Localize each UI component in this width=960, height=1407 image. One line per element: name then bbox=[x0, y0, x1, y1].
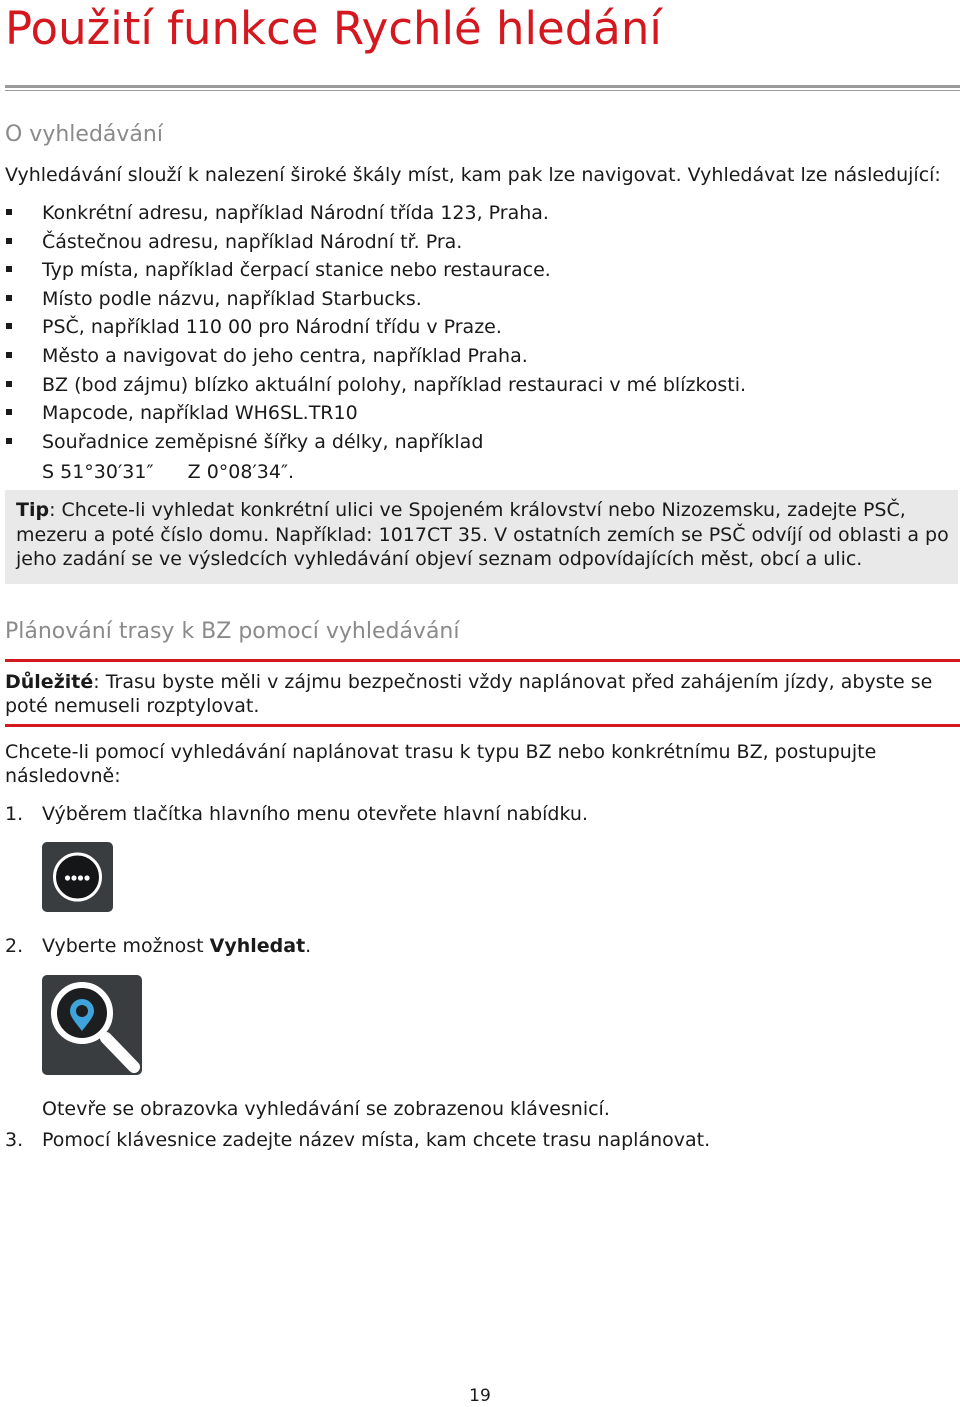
coordinates-example bbox=[42, 460, 294, 484]
important-text: : Trasu byste měli v zájmu bezpečnosti vždy naplánovat před zahájením jízdy, abyste se bbox=[93, 671, 933, 693]
latitude: S 51°30′31″ bbox=[42, 461, 154, 483]
step-result-text: Otevře se obrazovka vyhledávání se zobrazenou klávesnicí. bbox=[42, 1098, 610, 1120]
step-number: 1. bbox=[5, 803, 24, 825]
tip-box bbox=[5, 490, 958, 584]
tip-text: mezeru a poté číslo domu. Například: 1017CT 35. V ostatních zemích se PSČ odvíjí od oblasti a po bbox=[16, 523, 949, 546]
about-intro: Vyhledávání slouží k nalezení široké škály míst, kam pak lze navigovat. Vyhledávat lze následující: bbox=[5, 164, 941, 186]
list-item: Souřadnice zeměpisné šířky a délky, například bbox=[5, 428, 945, 457]
page-title: Použití funkce Rychlé hledání bbox=[5, 2, 662, 55]
important-rule-top bbox=[5, 659, 960, 662]
step-text-part: . bbox=[305, 935, 312, 957]
step-option-name: Vyhledat bbox=[209, 935, 306, 957]
list-item: PSČ, například 110 00 pro Národní třídu v Praze. bbox=[5, 313, 945, 342]
list-item: Částečnou adresu, například Národní tř. Pra. bbox=[5, 228, 945, 257]
search-options-list bbox=[5, 199, 945, 456]
list-item: Mapcode, například WH6SL.TR10 bbox=[5, 399, 945, 428]
tip-text: : Chcete-li vyhledat konkrétní ulici ve Spojeném království nebo Nizozemsku, zadejte PSČ, bbox=[49, 499, 906, 521]
important-text: poté nemuseli rozptylovat. bbox=[5, 695, 260, 717]
tip-label: Tip bbox=[16, 499, 50, 521]
title-rule-thin bbox=[5, 90, 960, 91]
title-rule bbox=[5, 85, 960, 88]
list-item: Místo podle názvu, například Starbucks. bbox=[5, 285, 945, 314]
step-text: Výběrem tlačítka hlavního menu otevřete hlavní nabídku. bbox=[42, 803, 588, 825]
main-menu-icon bbox=[42, 842, 113, 912]
list-item: Město a navigovat do jeho centra, například Praha. bbox=[5, 342, 945, 371]
step-text bbox=[42, 934, 311, 958]
plan-intro-line: následovně: bbox=[5, 765, 121, 787]
important-rule-bottom bbox=[5, 724, 960, 727]
section-heading-plan: Plánování trasy k BZ pomocí vyhledávání bbox=[5, 619, 460, 644]
longitude: Z 0°08′34″. bbox=[187, 461, 295, 483]
plan-intro bbox=[5, 740, 876, 788]
plan-intro-line: Chcete-li pomocí vyhledávání naplánovat trasu k typu BZ nebo konkrétnímu BZ, postupujte bbox=[5, 741, 877, 763]
main-menu-button[interactable] bbox=[42, 842, 113, 912]
step-number: 3. bbox=[5, 1129, 24, 1151]
section-heading-about: O vyhledávání bbox=[5, 122, 163, 147]
list-item: Konkrétní adresu, například Národní třída 123, Praha. bbox=[5, 199, 945, 228]
step-number: 2. bbox=[5, 935, 24, 957]
step-text-part: Vyberte možnost bbox=[42, 935, 210, 957]
important-note bbox=[5, 670, 932, 718]
page-number: 19 bbox=[469, 1386, 491, 1406]
important-label: Důležité bbox=[5, 671, 94, 693]
search-button[interactable] bbox=[42, 975, 142, 1075]
tip-text: jeho zadání se ve výsledcích vyhledávání objeví seznam odpovídajících měst, obcí a ulic. bbox=[16, 548, 863, 570]
list-item: BZ (bod zájmu) blízko aktuální polohy, například restauraci v mé blízkosti. bbox=[5, 371, 945, 400]
list-item: Typ místa, například čerpací stanice nebo restaurace. bbox=[5, 256, 945, 285]
step-text: Pomocí klávesnice zadejte název místa, kam chcete trasu naplánovat. bbox=[42, 1129, 711, 1151]
search-icon bbox=[42, 975, 142, 1075]
